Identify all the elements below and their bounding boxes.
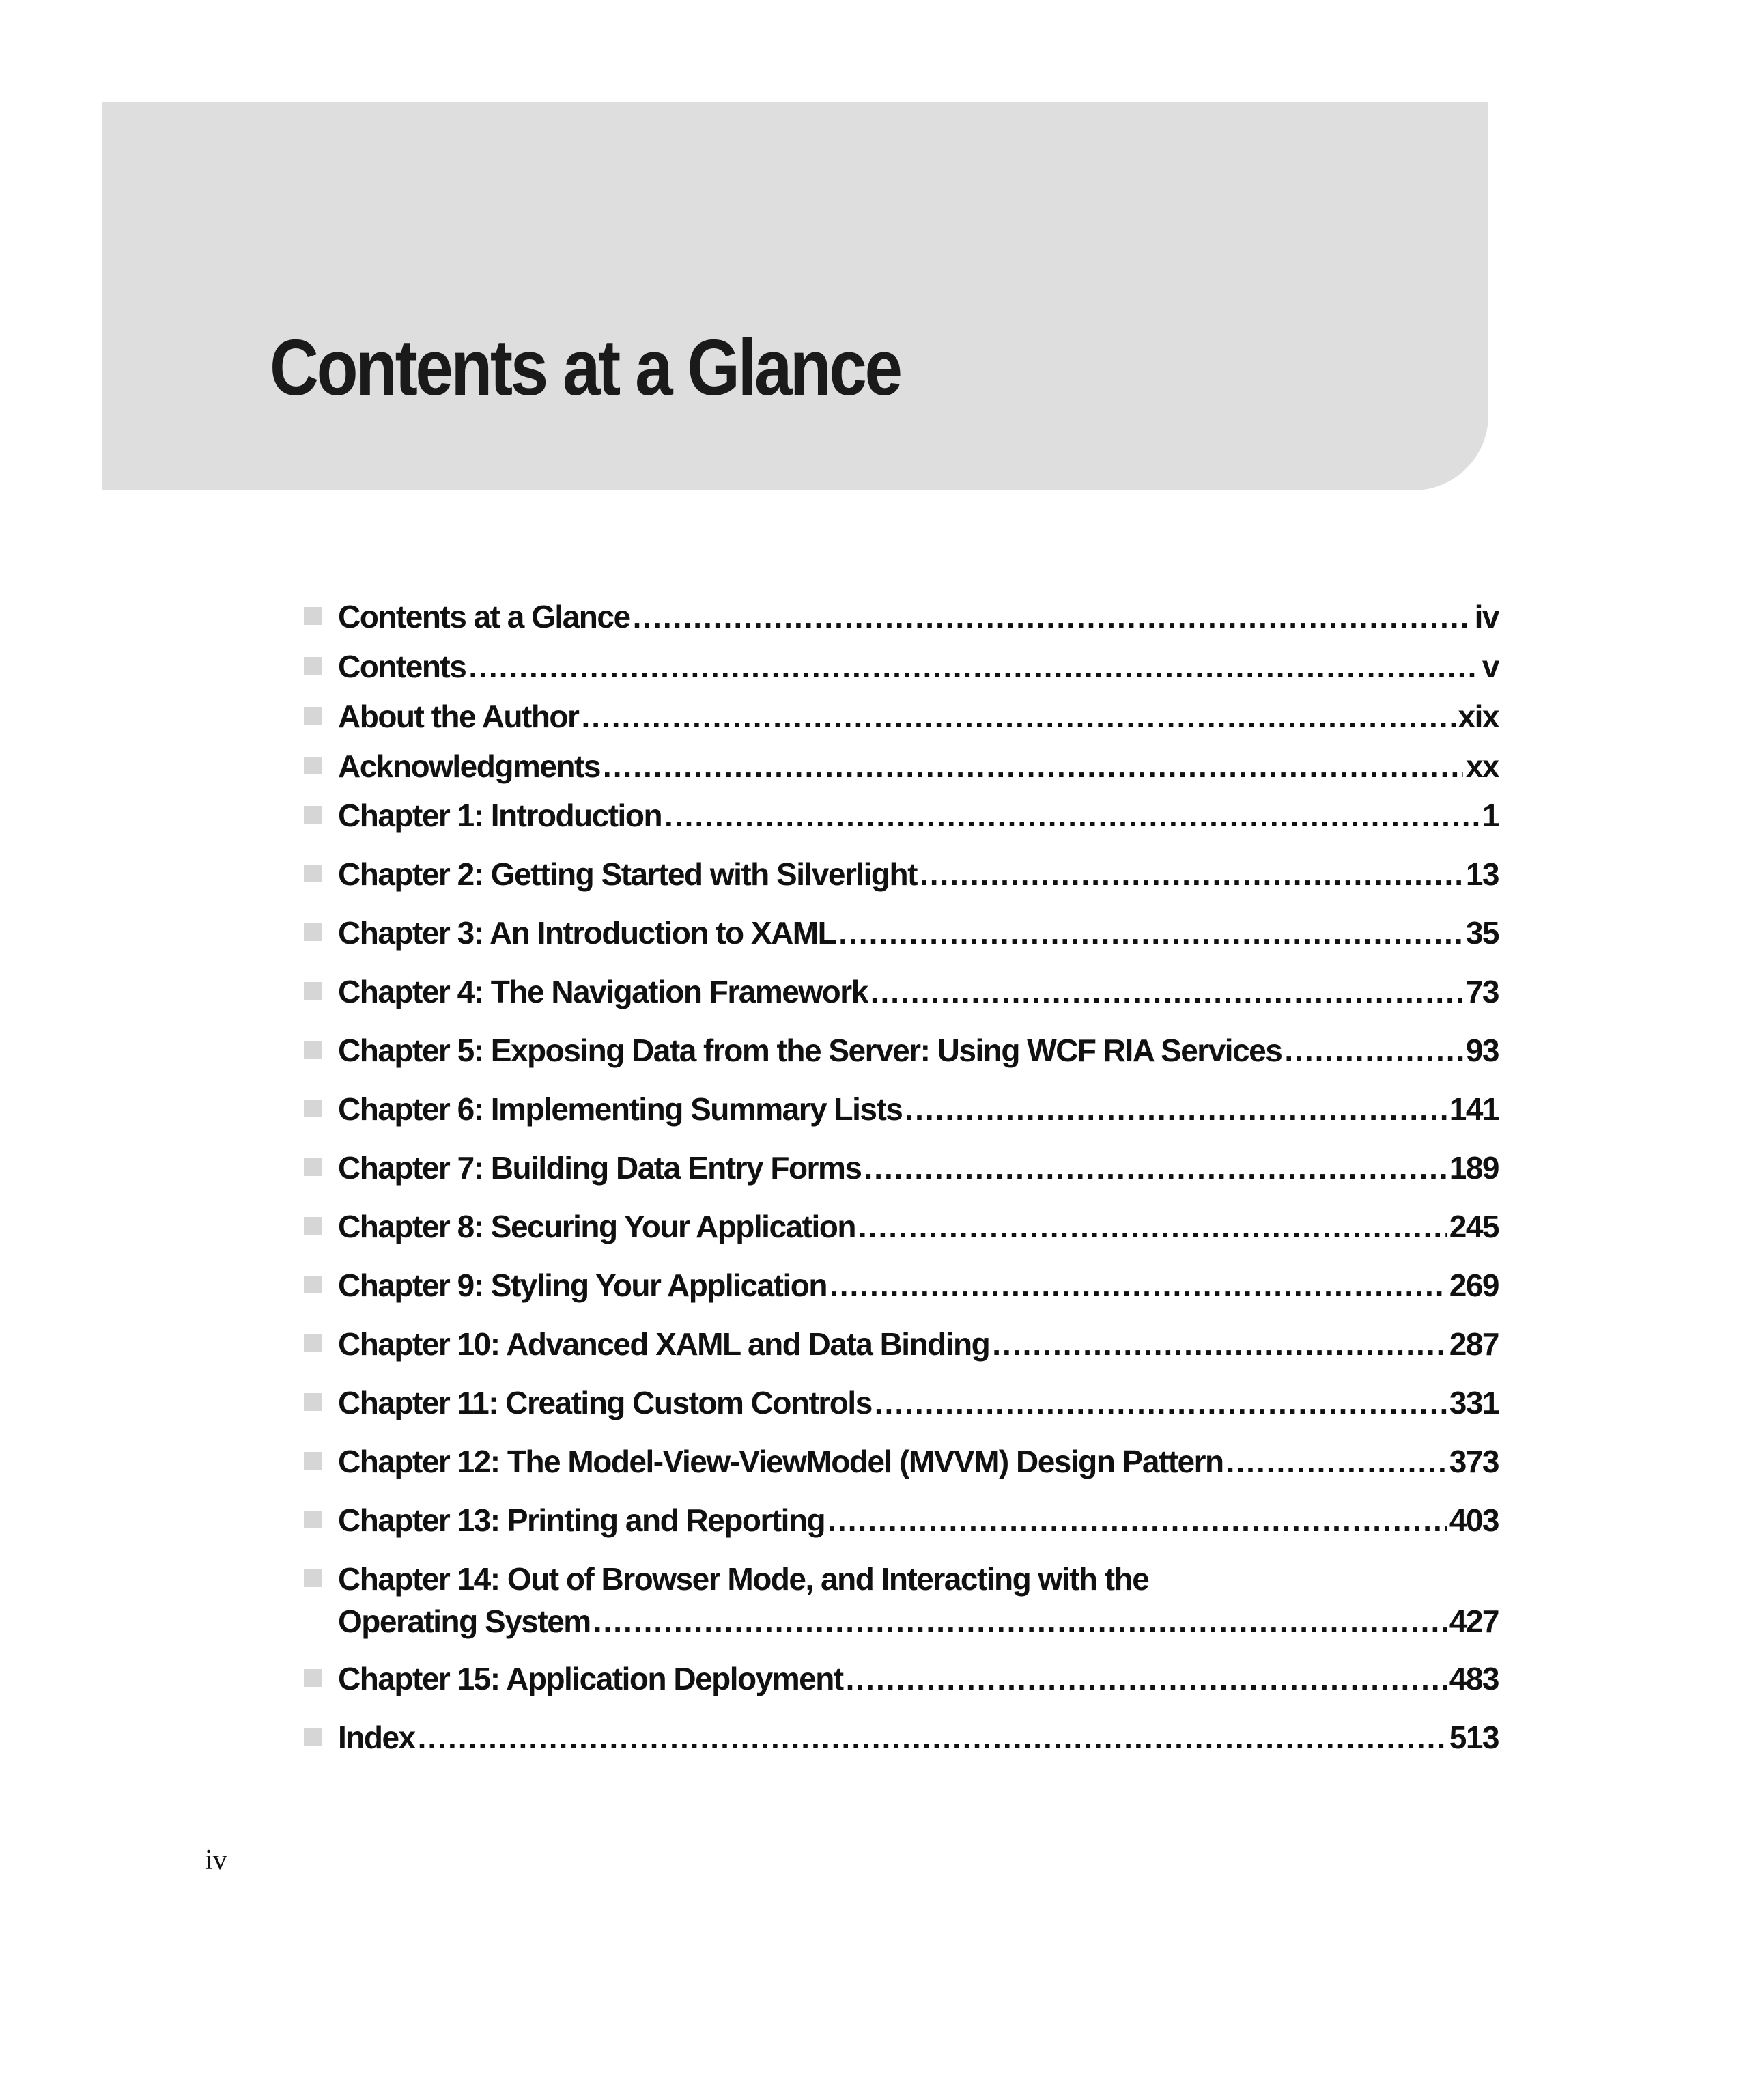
square-bullet-icon [304,1511,322,1528]
entry-page-number: xix [1458,699,1499,734]
entry-page-number: 373 [1449,1444,1499,1479]
toc-entry-chapter-6[interactable] [304,1091,1499,1127]
square-bullet-icon [304,1569,322,1587]
dot-leader [875,1385,1447,1420]
dot-leader [846,1661,1447,1696]
dot-leader [664,798,1480,833]
page-folio: iv [205,1845,227,1876]
square-bullet-icon [304,657,322,675]
square-bullet-icon [304,806,322,824]
entry-title-continued: Operating System [338,1604,591,1639]
square-bullet-icon [304,923,322,941]
square-bullet-icon [304,1393,322,1411]
entry-title: Contents [338,649,466,684]
entry-page-number: 73 [1465,974,1499,1009]
entry-title: Chapter 12: The Model-View-ViewModel (MVVM) Design Pattern [338,1444,1223,1479]
entry-title: Acknowledgments [338,748,600,784]
entry-page-number: 13 [1465,856,1499,892]
entry-title: Chapter 13: Printing and Reporting [338,1502,825,1538]
entry-title: Chapter 8: Securing Your Application [338,1209,855,1244]
entry-title: Chapter 10: Advanced XAML and Data Binding [338,1326,990,1362]
entry-title: Chapter 4: The Navigation Framework [338,974,868,1009]
toc-entry-chapter-4[interactable] [304,974,1499,1009]
toc-entry-chapter-15[interactable] [304,1661,1499,1696]
entry-page-number: xx [1465,748,1499,784]
dot-leader [864,1150,1446,1186]
dot-leader [1284,1033,1463,1068]
dot-leader [581,699,1455,734]
square-bullet-icon [304,1334,322,1352]
entry-page-number: 483 [1449,1661,1499,1696]
dot-leader [603,748,1463,784]
dot-leader [992,1326,1446,1362]
square-bullet-icon [304,982,322,1000]
entry-page-number: 427 [1449,1604,1499,1639]
square-bullet-icon [304,1669,322,1687]
toc-entry-contents-at-a-glance[interactable] [304,599,1499,634]
square-bullet-icon [304,1217,322,1235]
toc-entry-chapter-12[interactable] [304,1444,1499,1479]
toc-entry-chapter-8[interactable] [304,1209,1499,1244]
square-bullet-icon [304,1728,322,1746]
entry-page-number: 269 [1449,1268,1499,1303]
entry-title: Chapter 2: Getting Started with Silverlight [338,856,917,892]
entry-page-number: 287 [1449,1326,1499,1362]
dot-leader [593,1604,1447,1639]
entry-page-number: 1 [1482,798,1499,833]
toc-entry-chapter-5[interactable] [304,1033,1499,1068]
square-bullet-icon [304,1100,322,1117]
entry-page-number: 189 [1449,1150,1499,1186]
entry-page-number: 513 [1449,1720,1499,1755]
entry-page-number: 35 [1465,915,1499,951]
entry-title: Chapter 11: Creating Custom Controls [338,1385,872,1420]
entry-title: Chapter 6: Implementing Summary Lists [338,1091,903,1127]
toc-entry-chapter-2[interactable] [304,856,1499,892]
entry-title: Chapter 15: Application Deployment [338,1661,843,1696]
dot-leader [1226,1444,1447,1479]
entry-title: Contents at a Glance [338,599,630,634]
toc-entry-chapter-1[interactable] [304,798,1499,833]
header-band [102,102,1488,490]
entry-page-number: iv [1474,599,1499,634]
dot-leader [920,856,1463,892]
entry-title: Chapter 1: Introduction [338,798,662,833]
entry-page-number: 403 [1449,1502,1499,1538]
toc-entry-acknowledgments[interactable] [304,748,1499,784]
dot-leader [468,649,1480,684]
entry-page-number: v [1482,649,1499,684]
square-bullet-icon [304,1158,322,1176]
toc-entry-contents[interactable] [304,649,1499,684]
toc-entry-chapter-9[interactable] [304,1268,1499,1303]
square-bullet-icon [304,865,322,882]
square-bullet-icon [304,607,322,625]
entry-page-number: 331 [1449,1385,1499,1420]
toc-entry-chapter-7[interactable] [304,1150,1499,1186]
square-bullet-icon [304,1276,322,1293]
entry-title: Chapter 3: An Introduction to XAML [338,915,836,951]
entry-page-number: 93 [1465,1033,1499,1068]
toc-entry-about-the-author[interactable] [304,699,1499,734]
square-bullet-icon [304,757,322,774]
page-title: Contents at a Glance [270,323,901,412]
square-bullet-icon [304,1041,322,1059]
dot-leader [838,915,1463,951]
entry-title: Chapter 14: Out of Browser Mode, and Interacting with the [338,1561,1149,1597]
dot-leader [418,1720,1447,1755]
dot-leader [905,1091,1446,1127]
square-bullet-icon [304,1452,322,1470]
toc-entry-chapter-14[interactable] [304,1561,1499,1639]
dot-leader [830,1268,1447,1303]
dot-leader [870,974,1463,1009]
dot-leader [633,599,1472,634]
entry-title: Chapter 5: Exposing Data from the Server: Using WCF RIA Services [338,1033,1282,1068]
toc-entry-index[interactable] [304,1720,1499,1755]
dot-leader [827,1502,1447,1538]
toc-entry-chapter-3[interactable] [304,915,1499,951]
entry-page-number: 245 [1449,1209,1499,1244]
toc-entry-chapter-11[interactable] [304,1385,1499,1420]
entry-title: Chapter 7: Building Data Entry Forms [338,1150,862,1186]
dot-leader [858,1209,1447,1244]
toc-entry-chapter-10[interactable] [304,1326,1499,1362]
square-bullet-icon [304,707,322,725]
entry-title: Index [338,1720,415,1755]
entry-page-number: 141 [1449,1091,1499,1127]
entry-title: Chapter 9: Styling Your Application [338,1268,827,1303]
toc-entry-chapter-13[interactable] [304,1502,1499,1538]
entry-title: About the Author [338,699,579,734]
